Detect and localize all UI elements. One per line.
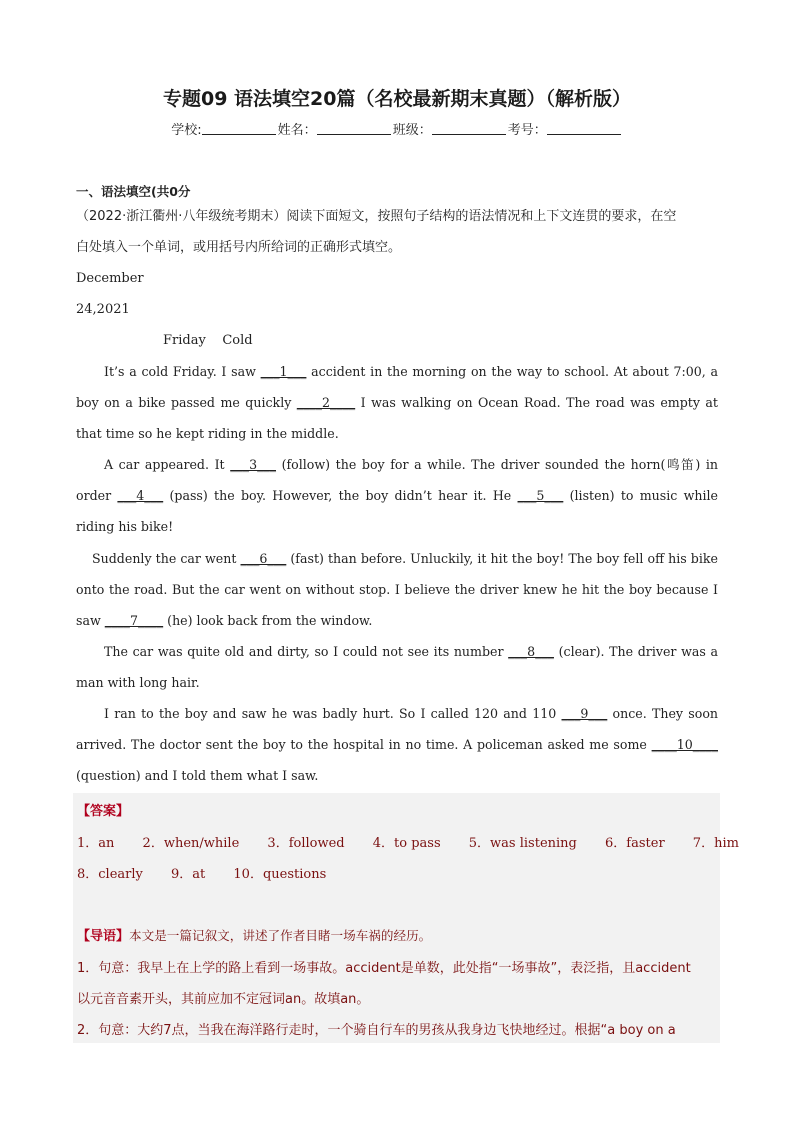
guide-text: 本文是一篇记叙文，讲述了作者目睹一场车祸的经历。 (129, 928, 432, 943)
name-label: 姓名： (277, 123, 317, 138)
passage-text: A car appeared. It (104, 457, 231, 473)
blank-1[interactable]: ___1___ (260, 364, 307, 379)
section-heading: 一、语法填空(共0分 (76, 184, 191, 199)
name-field[interactable] (317, 122, 391, 135)
passage-paragraph-1 (76, 356, 718, 449)
answer-row-1 (77, 832, 763, 851)
answer-explanation-box (73, 793, 739, 1043)
passage-text: I was walking on Ocean Road. The road was empty at that time so he kept riding in the middle. (76, 395, 718, 442)
passage-paragraph-3 (76, 543, 718, 636)
blank-10[interactable]: ____10____ (651, 737, 718, 753)
exam-number-field[interactable] (547, 122, 621, 135)
blank-7[interactable]: ____7____ (104, 612, 164, 628)
answer-item: 2．when/while (142, 836, 240, 851)
blank-3[interactable]: ___3___ (230, 457, 276, 473)
passage-text: once. They soon arrived. The doctor sent the boy to the hospital in no time. A policeman asked me some (76, 706, 719, 753)
answer-item: 8．clearly (77, 867, 143, 882)
passage-text: (pass) the boy. However, the boy didn’t hear it. He (163, 488, 518, 504)
passage-paragraph-2 (76, 449, 718, 542)
passage-text: (he) look back from the window. (163, 612, 373, 628)
class-field[interactable] (432, 122, 506, 135)
answer-item: 7．him (692, 836, 739, 851)
passage-text: It’s a cold Friday. I saw (104, 364, 261, 379)
page-title: 专题09 语法填空20篇（名校最新期末真题）（解析版） (163, 88, 631, 110)
answer-label: 【答案】 (77, 804, 130, 819)
passage-text: accident in the morning on the way to school. At about 7:00, a boy on a bike passed me quickly (76, 364, 718, 411)
passage-text: (clear). The driver was a man with long hair. (76, 643, 718, 690)
passage (76, 356, 718, 791)
question-intro-line2: 白处填入一个单词，或用括号内所给词的正确形式填空。 (76, 240, 402, 255)
passage-text: (follow) the boy for a while. The driver sounded the horn(鸣笛) in order (76, 457, 718, 504)
school-label: 学校: (171, 123, 202, 138)
blank-4[interactable]: ___4___ (117, 488, 164, 504)
blank-6[interactable]: ___6___ (240, 550, 287, 566)
guide-label: 【导语】 (77, 929, 130, 944)
student-info-line (0, 119, 794, 138)
passage-text: The car was quite old and dirty, so I could not see its number (104, 643, 509, 659)
answer-item: 1．an (77, 836, 115, 851)
blank-9[interactable]: ___9___ (561, 706, 608, 722)
answer-item: 5．was listening (468, 836, 577, 851)
passage-paragraph-5 (76, 698, 718, 791)
answer-item: 6．faster (605, 836, 665, 851)
passage-text: (listen) to music while riding his bike! (76, 488, 719, 535)
passage-text: (question) and I told them what I saw. (76, 768, 319, 784)
school-field[interactable] (202, 122, 276, 135)
day-weather: Friday Cold (163, 333, 253, 348)
answer-item: 10．questions (233, 867, 327, 882)
passage-paragraph-4 (76, 636, 718, 698)
explanation-1-line1: 1．句意：我早上在上学的路上看到一场事故。accident是单数，此处指“一场事故”，表泛指，且accident (77, 961, 691, 976)
question-intro-line1: （2022·浙江衢州·八年级统考期末）阅读下面短文，按照句子结构的语法情况和上下文连贯的要求，在空 (76, 209, 677, 224)
answer-item: 9．at (171, 867, 206, 882)
blank-8[interactable]: ___8___ (508, 643, 554, 659)
date-day-year: 24,2021 (76, 302, 130, 317)
passage-text: I ran to the boy and saw he was badly hurt. So I called 120 and 110 (104, 706, 562, 722)
answer-row-2 (77, 863, 350, 882)
exam-number-label: 考号： (507, 123, 547, 138)
explanation-2-line1: 2．句意：大约7点，当我在海洋路行走时，一个骑自行车的男孩从我身边飞快地经过。根据“a boy on a (77, 1023, 676, 1038)
class-label: 班级： (392, 123, 432, 138)
blank-5[interactable]: ___5___ (517, 488, 564, 504)
date-month: December (76, 271, 144, 286)
explanation-1-line2: 以元音音素开头，其前应加不定冠词an。故填an。 (77, 992, 370, 1007)
answer-item: 3．followed (267, 836, 345, 851)
passage-text: (fast) than before. Unluckily, it hit the boy! The boy fell off his bike onto the road. But the car went on without stop. I believe the driver knew he hit the boy because I saw (76, 550, 718, 628)
answer-item: 4．to pass (372, 836, 441, 851)
blank-2[interactable]: ____2____ (296, 395, 356, 411)
passage-text: Suddenly the car went (92, 550, 241, 566)
guide-line (77, 925, 431, 944)
